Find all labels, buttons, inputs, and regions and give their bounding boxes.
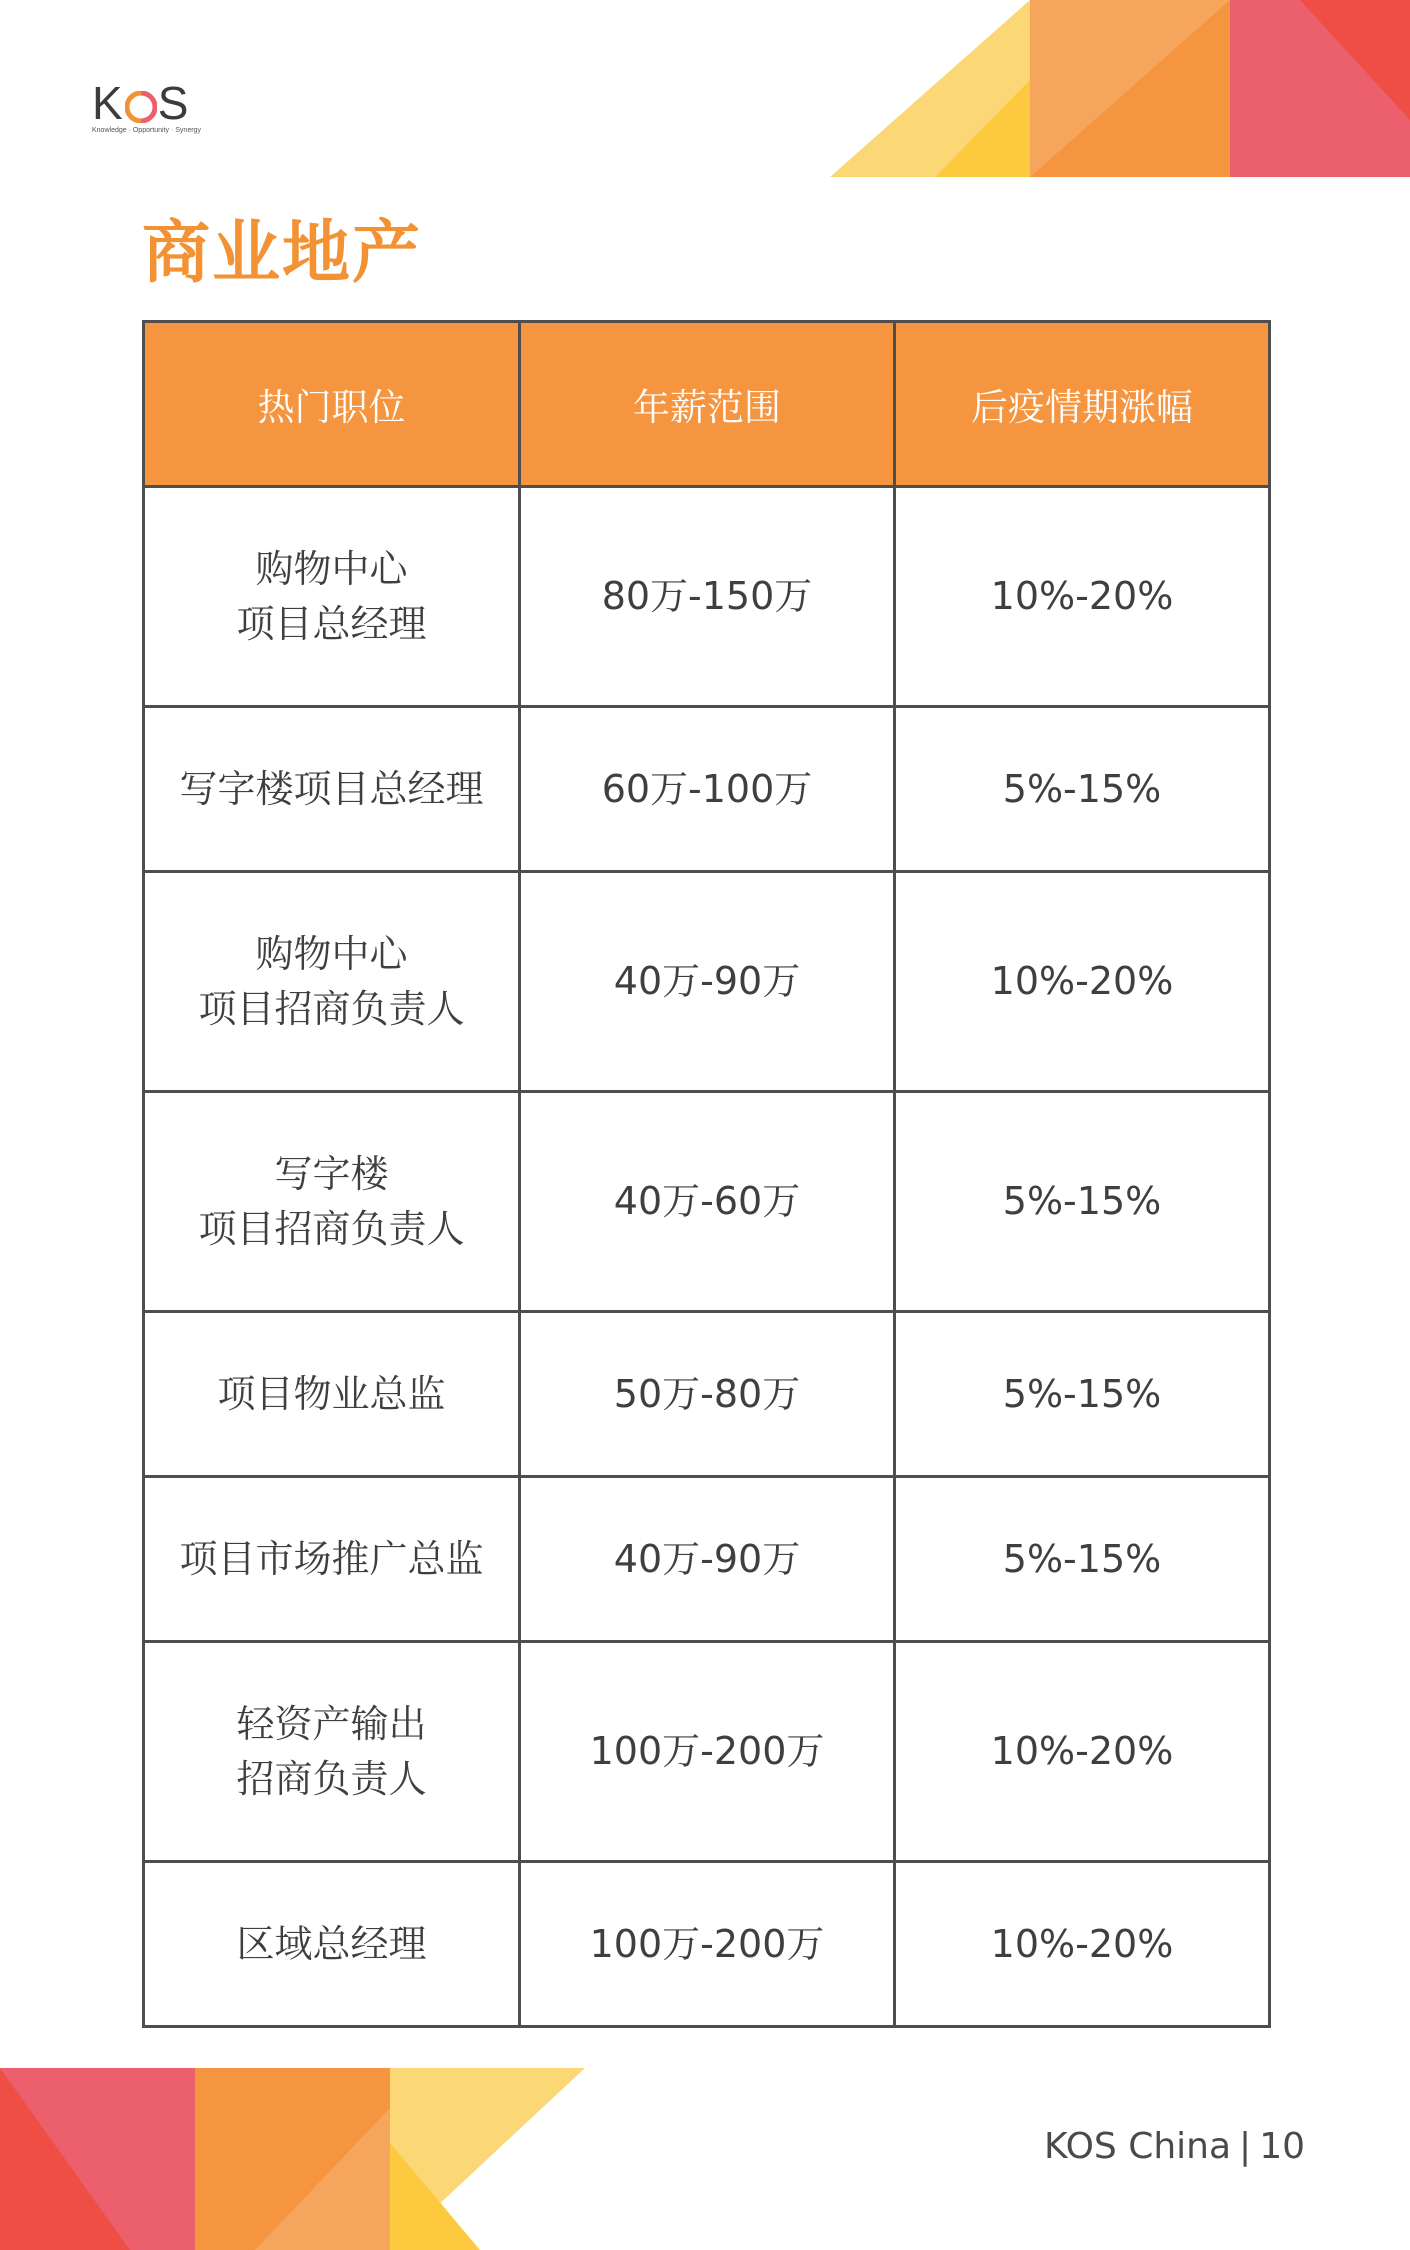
- table-header-row: [144, 322, 1270, 487]
- salary-cell: 80万-150万: [520, 487, 895, 707]
- growth-cell: 5%-15%: [895, 707, 1270, 872]
- top-decoration: [830, 0, 1410, 177]
- bottom-decoration: [0, 2068, 585, 2250]
- growth-cell: 10%-20%: [895, 487, 1270, 707]
- page-number: 10: [1259, 2126, 1305, 2167]
- salary-table: [142, 320, 1271, 2028]
- position-cell: 写字楼 项目招商负责人: [144, 1092, 520, 1312]
- logo-wordmark: K S: [92, 77, 190, 129]
- growth-cell: 5%-15%: [895, 1092, 1270, 1312]
- position-cell: 区域总经理: [144, 1862, 520, 2027]
- salary-cell: 100万-200万: [520, 1862, 895, 2027]
- position-cell: 项目物业总监: [144, 1312, 520, 1477]
- salary-cell: 40万-90万: [520, 1477, 895, 1642]
- footer-separator: |: [1239, 2126, 1252, 2167]
- growth-cell: 5%-15%: [895, 1477, 1270, 1642]
- position-cell: 购物中心 项目总经理: [144, 487, 520, 707]
- position-cell: 写字楼项目总经理: [144, 707, 520, 872]
- table-row: [144, 487, 1270, 707]
- growth-cell: 10%-20%: [895, 872, 1270, 1092]
- table-row: [144, 872, 1270, 1092]
- salary-cell: 60万-100万: [520, 707, 895, 872]
- header-position: 热门职位: [144, 322, 520, 487]
- growth-cell: 10%-20%: [895, 1862, 1270, 2027]
- table-row: [144, 707, 1270, 872]
- salary-cell: 40万-90万: [520, 872, 895, 1092]
- kos-logo: [92, 77, 202, 140]
- table-row: [144, 1642, 1270, 1862]
- growth-cell: 10%-20%: [895, 1642, 1270, 1862]
- salary-cell: 40万-60万: [520, 1092, 895, 1312]
- footer-company: KOS China: [1043, 2126, 1232, 2167]
- salary-cell: 50万-80万: [520, 1312, 895, 1477]
- table-row: [144, 1477, 1270, 1642]
- position-cell: 项目市场推广总监: [144, 1477, 520, 1642]
- table-row: [144, 1862, 1270, 2027]
- position-cell: 轻资产输出 招商负责人: [144, 1642, 520, 1862]
- salary-cell: 100万-200万: [520, 1642, 895, 1862]
- header-growth: 后疫情期涨幅: [895, 322, 1270, 487]
- logo-tagline: Knowledge · Opportunity · Synergy: [92, 127, 201, 134]
- table-row: [144, 1092, 1270, 1312]
- position-cell: 购物中心 项目招商负责人: [144, 872, 520, 1092]
- table-row: [144, 1312, 1270, 1477]
- logo-o-icon: [125, 91, 157, 123]
- page-footer: [1044, 2126, 1305, 2167]
- header-salary: 年薪范围: [520, 322, 895, 487]
- page-title: 商业地产: [142, 214, 423, 293]
- growth-cell: 5%-15%: [895, 1312, 1270, 1477]
